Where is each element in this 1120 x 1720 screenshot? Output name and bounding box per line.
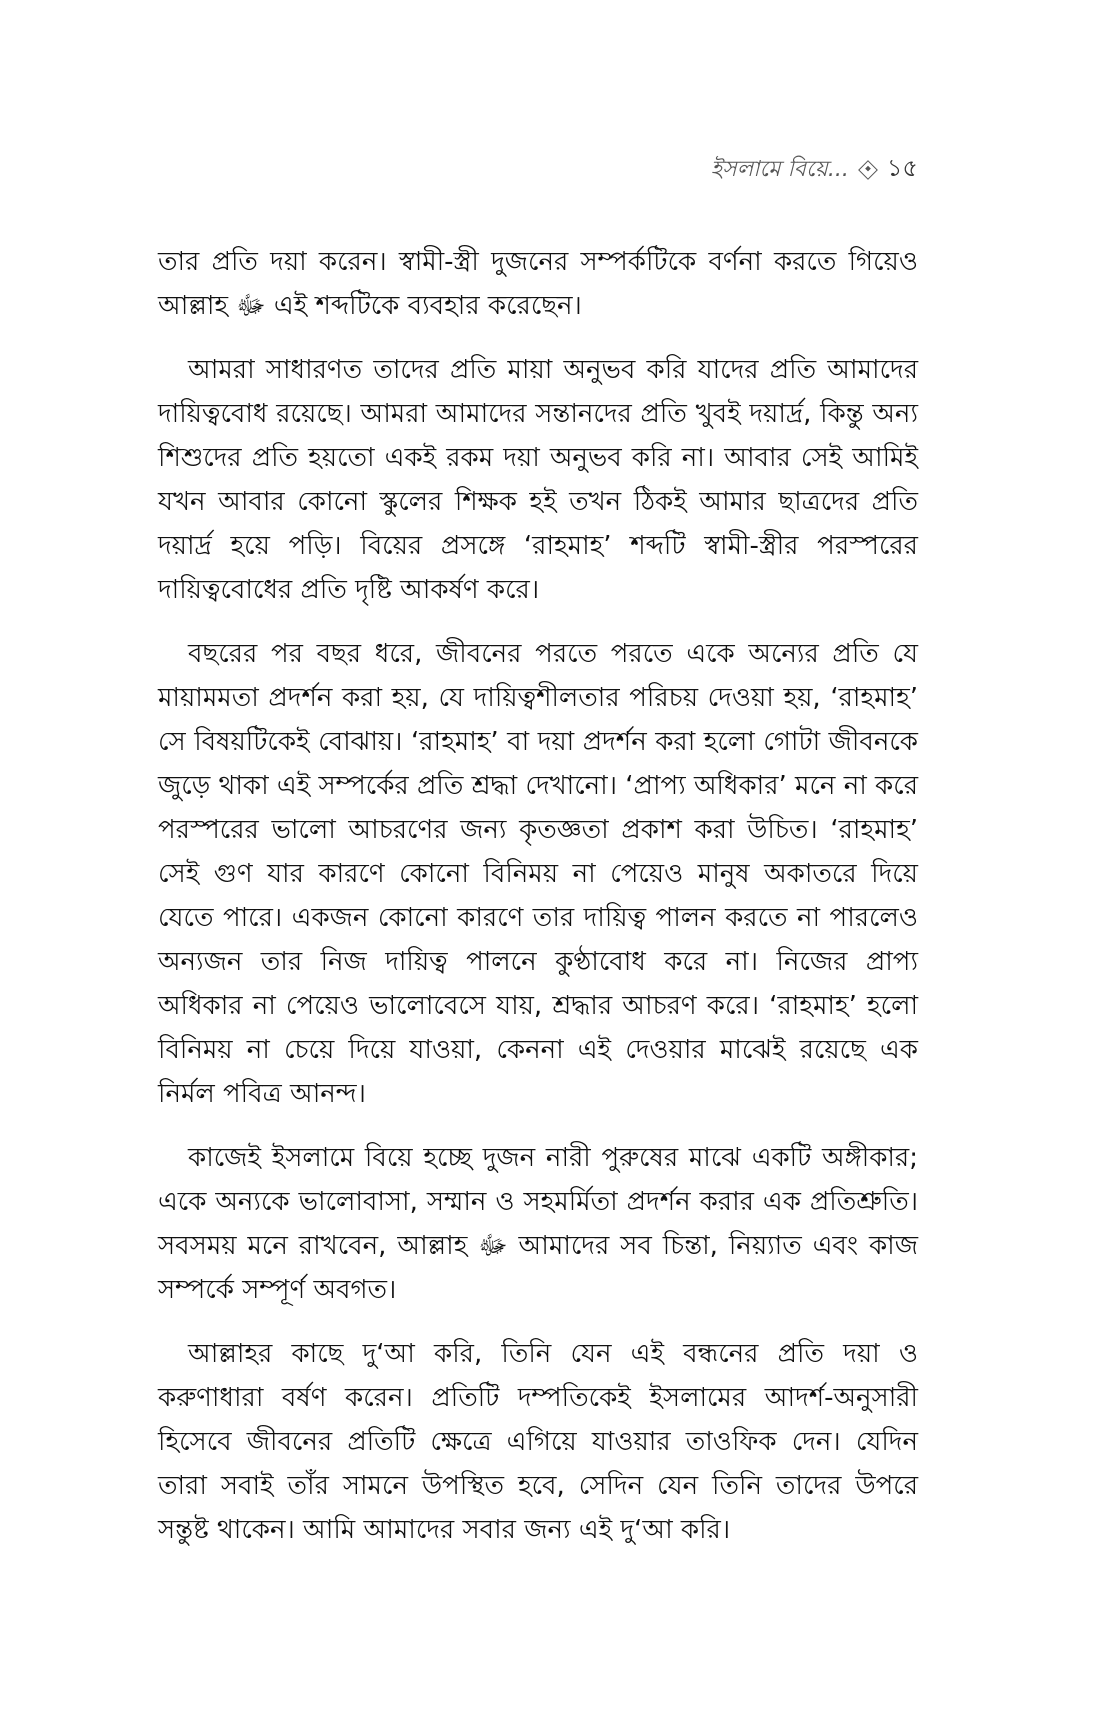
paragraph: আল্লাহর কাছে দু‘আ করি, তিনি যেন এই বন্ধনের প্রতি দয়া ও করুণাধারা বর্ষণ করেন। প্রতিটি দম্পতিকেই ইসলামের আদর্শ-অনুসারী হিসেবে জীবনের প্রতিটি ক্ষেত্রে এগিয়ে যাওয়ার তাওফিক দেন। যেদিন তারা সবাই তাঁর সামনে উপস্থিত হবে, সেদিন যেন তিনি তাদের উপরে সন্তুষ্ট থাকেন। আমি আমাদের সবার জন্য এই দু‘আ করি। <box>158 1339 918 1545</box>
diamond-ornament-icon <box>858 160 878 180</box>
running-header <box>711 150 918 190</box>
running-title: ইসলামে বিয়ে... <box>710 156 849 182</box>
paragraph: আমরা সাধারণত তাদের প্রতি মায়া অনুভব করি যাদের প্রতি আমাদের দায়িত্ববোধ রয়েছে। আমরা আমাদের সন্তানদের প্রতি খুবই দয়ার্দ্র, কিন্তু অন্য শিশুদের প্রতি হয়তো একই রকম দয়া অনুভব করি না। আবার সেই আমিই যখন আবার কোনো স্কুলের শিক্ষক হই তখন ঠিকই আমার ছাত্রদের প্রতি দয়ার্দ্র হয়ে পড়ি। বিয়ের প্রসঙ্গে ‘রাহমাহ’ শব্দটি স্বামী-স্ত্রীর পরস্পরের দায়িত্ববোধের প্রতি দৃষ্টি আকর্ষণ করে। <box>158 355 918 605</box>
page-number: ১৫ <box>886 154 918 182</box>
paragraph: কাজেই ইসলামে বিয়ে হচ্ছে দুজন নারী পুরুষের মাঝে একটি অঙ্গীকার; একে অন্যকে ভালোবাসা, সম্মান ও সহমর্মিতা প্রদর্শন করার এক প্রতিশ্রুতি। সবসময় মনে রাখবেন, আল্লাহ ﷻ আমাদের সব চিন্তা, নিয়্যাত এবং কাজ সম্পর্কে সম্পূর্ণ অবগত। <box>158 1143 918 1305</box>
body-text <box>158 240 918 1572</box>
paragraph: তার প্রতি দয়া করেন। স্বামী-স্ত্রী দুজনের সম্পর্কটিকে বর্ণনা করতে গিয়েও আল্লাহ ﷻ এই শব্দটিকে ব্যবহার করেছেন। <box>158 247 918 321</box>
paragraph: বছরের পর বছর ধরে, জীবনের পরতে পরতে একে অন্যের প্রতি যে মায়ামমতা প্রদর্শন করা হয়, যে দায়িত্বশীলতার পরিচয় দেওয়া হয়, ‘রাহমাহ’ সে বিষয়টিকেই বোঝায়। ‘রাহমাহ’ বা দয়া প্রদর্শন করা হলো গোটা জীবনকে জুড়ে থাকা এই সম্পর্কের প্রতি শ্রদ্ধা দেখানো। ‘প্রাপ্য অধিকার’ মনে না করে পরস্পরের ভালো আচরণের জন্য কৃতজ্ঞতা প্রকাশ করা উচিত। ‘রাহমাহ’ সেই গুণ যার কারণে কোনো বিনিময় না পেয়েও মানুষ অকাতরে দিয়ে যেতে পারে। একজন কোনো কারণে তার দায়িত্ব পালন করতে না পারলেও অন্যজন তার নিজ দায়িত্ব পালনে কুণ্ঠাবোধ করে না। নিজের প্রাপ্য অধিকার না পেয়েও ভালোবেসে যায়, শ্রদ্ধার আচরণ করে। ‘রাহমাহ’ হলো বিনিময় না চেয়ে দিয়ে যাওয়া, কেননা এই দেওয়ার মাঝেই রয়েছে এক নির্মল পবিত্র আনন্দ। <box>158 639 918 1109</box>
